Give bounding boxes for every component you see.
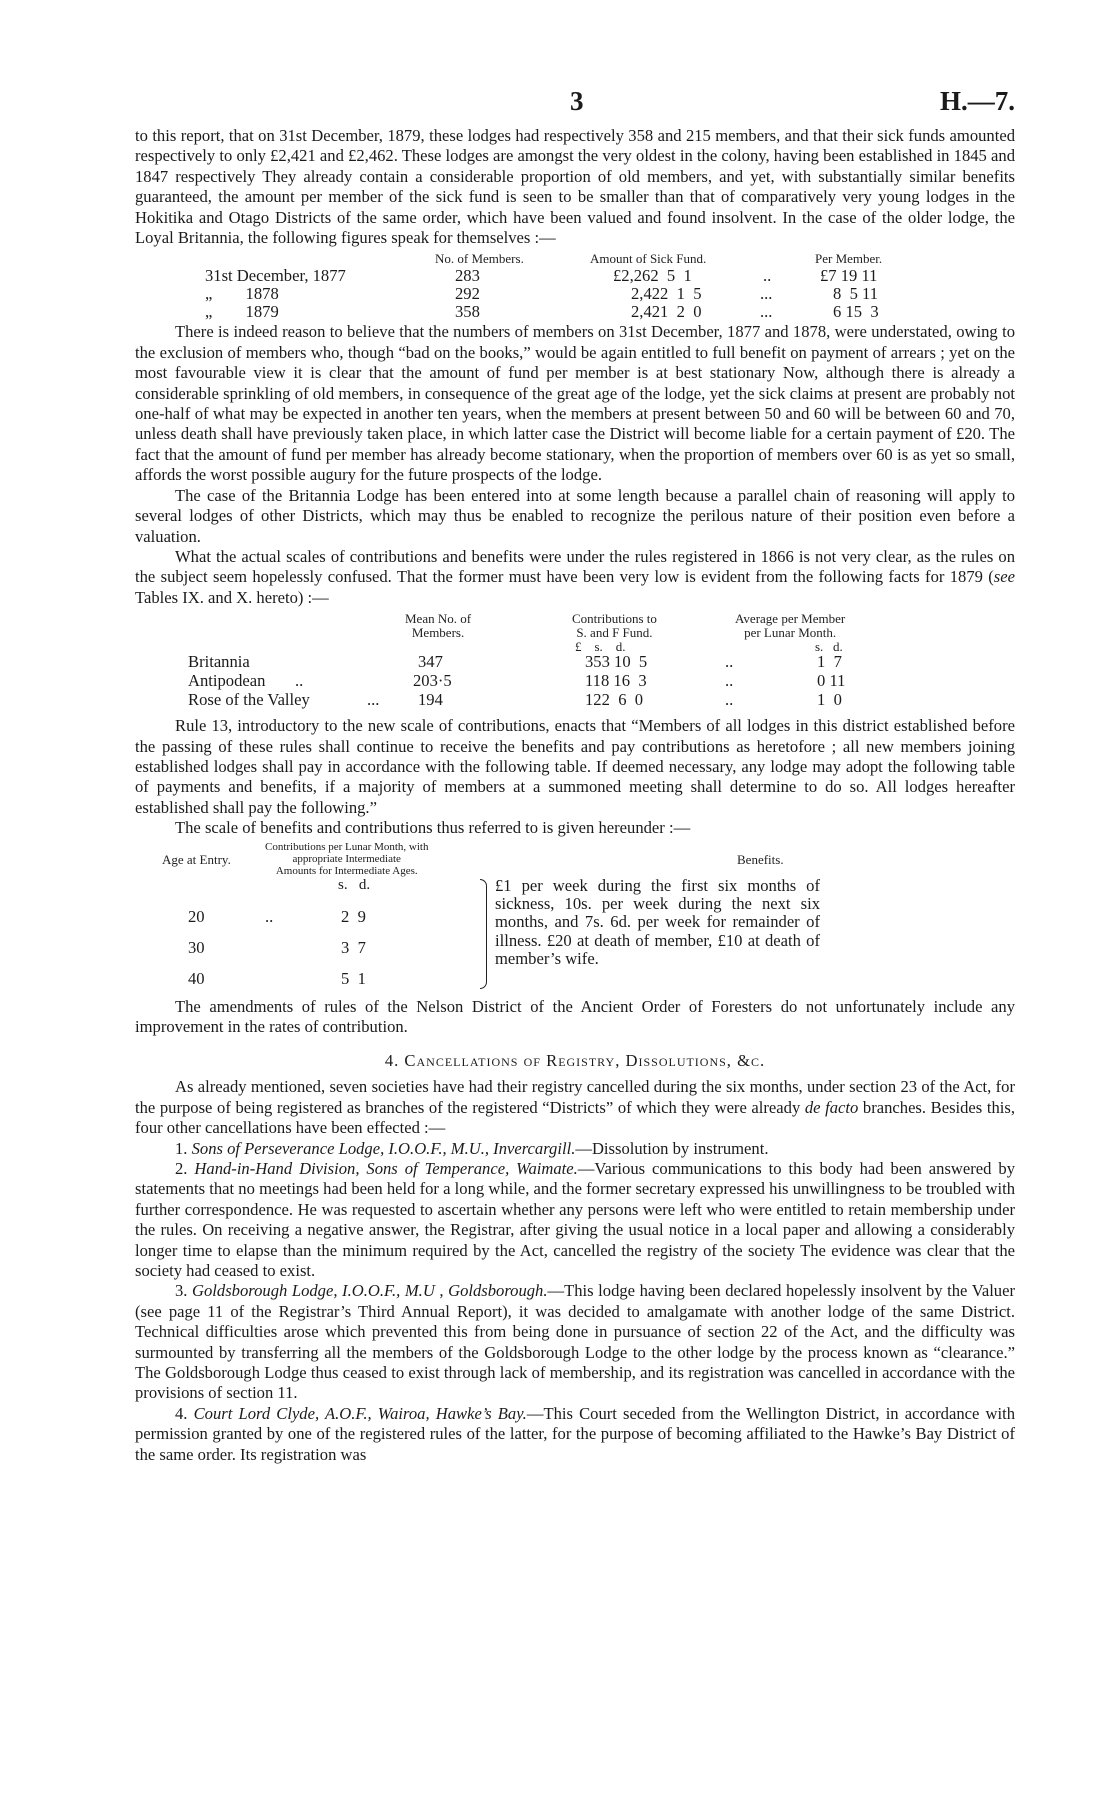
item-2 — [135, 1159, 1015, 1281]
col-header-members: No. of Members. — [435, 251, 524, 267]
item-1-number: 1. — [175, 1138, 188, 1158]
item-3 — [135, 1281, 1015, 1403]
row-age: 40 — [188, 968, 205, 988]
col-header-age: Age at Entry. — [162, 851, 231, 867]
item-1 — [135, 1139, 1015, 1159]
item-2-number: 2. — [175, 1159, 188, 1178]
row-per: 8 5 11 — [833, 284, 879, 304]
row-amount: 3 7 — [341, 937, 366, 957]
row-fund: 2,422 1 5 — [631, 284, 702, 304]
item-4-text: —This Court seceded from the Wellington District, in accordance with permission granted by one of the registered rules of the latter, for the purpose of becoming affiliated to the Hawke’s Bay District of the same order. Its registration was — [135, 1403, 1015, 1464]
sub-header-avg: s. d. — [815, 639, 843, 655]
item-2-title: Hand-in-Hand Division, Sons of Temperance, Waimate. — [194, 1159, 578, 1178]
row-dots: .. — [295, 671, 304, 691]
item-1-title: Sons of Perseverance Lodge, I.O.O.F., M.U., Invercargill. — [191, 1138, 576, 1158]
row-mean: 347 — [418, 652, 443, 672]
row-name: Britannia — [188, 652, 250, 672]
row-members: 292 — [455, 284, 480, 304]
item-3-number: 3. — [175, 1281, 188, 1301]
row-name: Rose of the Valley — [188, 690, 310, 710]
col-header-fund: Amount of Sick Fund. — [590, 251, 707, 267]
section-4-heading: 4. Cancellations of Registry, Dissolutions, &c. — [384, 1051, 766, 1071]
item-1-text: —Dissolution by instrument. — [575, 1138, 769, 1158]
page-number: 3 — [570, 86, 584, 116]
row-name: Antipodean — [188, 671, 266, 691]
page-header — [135, 0, 1015, 118]
row-dots: .. — [265, 906, 274, 926]
col-header-contrib: Contributions per Lunar Month, with appropriate Intermediate Amounts for Intermediate Ages. — [265, 840, 429, 877]
col-header-mean: Mean No. of Members. — [405, 611, 472, 641]
benefits-table — [135, 839, 1015, 989]
paragraph-8-text-end: branches. Besides this, four other cancellations have been effected :— — [135, 1097, 1015, 1138]
row-date: 31st December, 1877 — [205, 266, 346, 286]
sub-header-contrib: £ s. d. — [575, 639, 626, 655]
row-avg: 1 0 — [817, 690, 842, 710]
row-dots: ... — [760, 302, 773, 322]
sub-header-amount: s. d. — [338, 876, 371, 893]
row-avg: 0 11 — [817, 671, 846, 691]
document-page — [135, 0, 1015, 1465]
contributions-table — [135, 608, 1015, 710]
benefits-text: £1 per week during the first six months of sickness, 10s. per week during the next six months, and 7s. 6d. per week for remainder of illness. £20 at death of member, £10 at death of member’s wife. — [495, 875, 820, 969]
row-amount: 5 1 — [341, 968, 366, 988]
britannia-table — [135, 248, 1015, 322]
row-fund: 2,421 2 0 — [631, 302, 702, 322]
col-header-per: Per Member. — [815, 251, 883, 267]
item-3-text: —This lodge having been declared hopelessly insolvent by the Valuer (see page 11 of the Registrar’s Third Annual Report), it was decided to amalgamate with another lodge of the same District. Technical difficulties arose which prevented this from being done in pursuance of section 22 of the Act, and the difficulty was surmounted by transferring all the members of the Goldsborough Lodge to the other lodge by the process known as “clearance.” The Goldsborough Lodge thus ceased to exist through lack of membership, and its registration was cancelled in accordance with the provisions of section 11. — [135, 1281, 1015, 1403]
row-dots: ... — [760, 284, 773, 304]
col-header-benefits: Benefits. — [737, 851, 784, 867]
paragraph-3: The case of the Britannia Lodge has been entered into at some length because a parallel chain of reasoning will apply to several lodges of other Districts, which may thus be enabled to recognize the perilous nature of their position even before a valuation. — [135, 485, 1015, 546]
row-dots: ... — [367, 690, 380, 710]
row-contrib: 353 10 5 — [585, 652, 648, 672]
paragraph-8-italic: de facto — [804, 1097, 859, 1117]
paragraph-5: Rule 13, introductory to the new scale of contributions, enacts that “Members of all lodges in this district established before the passing of these rules shall continue to receive the benefits and pay contributions as heretofore ; all new members joining established lodges shall pay in accordance with the following table. If deemed necessary, any lodge may adopt the following table of payments and benefits, if a majority of members at a summoned meeting shall determine to do so. All lodges hereafter established shall pay the following.” — [135, 716, 1015, 817]
row-dots: .. — [725, 690, 734, 710]
col-header-avg: Average per Member per Lunar Month. — [735, 611, 846, 641]
item-4-title: Court Lord Clyde, A.O.F., Wairoa, Hawke’s Bay. — [193, 1403, 527, 1423]
row-dots: .. — [763, 266, 772, 286]
row-per: 6 15 3 — [833, 302, 879, 322]
row-date: „ 1879 — [205, 302, 279, 322]
benefits-brace — [480, 879, 487, 989]
row-mean: 194 — [418, 690, 443, 710]
col-header-contrib: Contributions to S. and F Fund. — [572, 611, 657, 641]
row-dots: .. — [725, 671, 734, 691]
item-3-title: Goldsborough Lodge, I.O.O.F., M.U , Goldsborough. — [192, 1281, 548, 1301]
row-age: 30 — [188, 937, 205, 957]
row-avg: 1 7 — [817, 652, 842, 672]
paragraph-4-text-end: Tables IX. and X. hereto) :— — [135, 587, 329, 607]
paragraph-4 — [135, 547, 1015, 608]
row-dots: .. — [725, 652, 734, 672]
row-fund: £2,262 5 1 — [613, 266, 692, 286]
row-mean: 203·5 — [413, 671, 452, 691]
item-4 — [135, 1404, 1015, 1465]
section-id: H.—7. — [939, 86, 1015, 116]
paragraph-1: to this report, that on 31st December, 1879, these lodges had respectively 358 and 215 members, and that their sick funds amounted respectively to only £2,421 and £2,462. These lodges are amongst the very oldest in the colony, having been established in 1845 and 1847 respectively They already contain a considerable proportion of old members, and yet, with substantially similar benefits guaranteed, the amount per member of the sick fund is seen to be smaller than that of comparatively very young lodges in the Hokitika and Otago Districts of the same order, which have been valued and found insolvent. In the case of the older lodge, the Loyal Britannia, the following figures speak for themselves :— — [135, 126, 1015, 248]
row-age: 20 — [188, 906, 205, 926]
row-members: 283 — [455, 266, 480, 286]
paragraph-8-text: As already mentioned, seven societies have had their registry cancelled during the six months, under section 23 of the Act, for the purpose of being registered as branches of the registered “Districts” of which they were already — [135, 1077, 1015, 1117]
row-date: „ 1878 — [205, 284, 279, 304]
row-contrib: 118 16 3 — [585, 671, 647, 691]
paragraph-4-text: What the actual scales of contributions and benefits were under the rules registered in 1866 is not very clear, as the rules on the subject seem hopelessly confused. That the former must have been very low is evident from the following facts for 1879 ( — [135, 546, 1015, 587]
row-contrib: 122 6 0 — [585, 690, 644, 710]
item-2-text: —Various communications to this body had been answered by statements that no meetings had been held for a long while, and the former secretary expressed his unwillingness to be troubled with further correspondence. He was requested to ascertain whether any persons were left who were entitled to retain membership under the rules. On receiving a negative answer, the Registrar, after giving the usual notice in a local paper and allowing a considerably longer time to elapse than the minimum required by the Act, cancelled the registry of the society The evidence was clear that the society had ceased to exist. — [135, 1159, 1016, 1281]
paragraph-8 — [135, 1077, 1015, 1138]
item-4-number: 4. — [175, 1403, 188, 1423]
row-members: 358 — [455, 302, 480, 322]
paragraph-4-italic: see — [993, 567, 1015, 587]
row-amount: 2 9 — [341, 906, 366, 926]
paragraph-7: The amendments of rules of the Nelson District of the Ancient Order of Foresters do not unfortunately include any improvement in the rates of contribution. — [135, 996, 1015, 1036]
paragraph-6: The scale of benefits and contributions thus referred to is given hereunder :— — [175, 818, 691, 838]
paragraph-2: There is indeed reason to believe that the numbers of members on 31st December, 1877 and 1878, were understated, owing to the exclusion of members who, though “bad on the books,” would be again entitled to full benefit on payment of arrears ; yet on the most favourable view it is clear that the amount of fund per member is at best stationary Now, although there is already a considerable sprinkling of old members, in consequence of the great age of the lodge, yet the sick claims at present are probably not one-half of what may be expected in another ten years, when the members at present between 50 and 60 will be between 60 and 70, unless death shall have previously taken place, in which latter case the District will become liable for a certain payment of £20. The fact that the amount of fund per member has already become stationary, when the proportion of members over 60 is as yet so small, affords the worst possible augury for the future prospects of the lodge. — [135, 322, 1015, 485]
row-per: £7 19 11 — [820, 266, 878, 286]
